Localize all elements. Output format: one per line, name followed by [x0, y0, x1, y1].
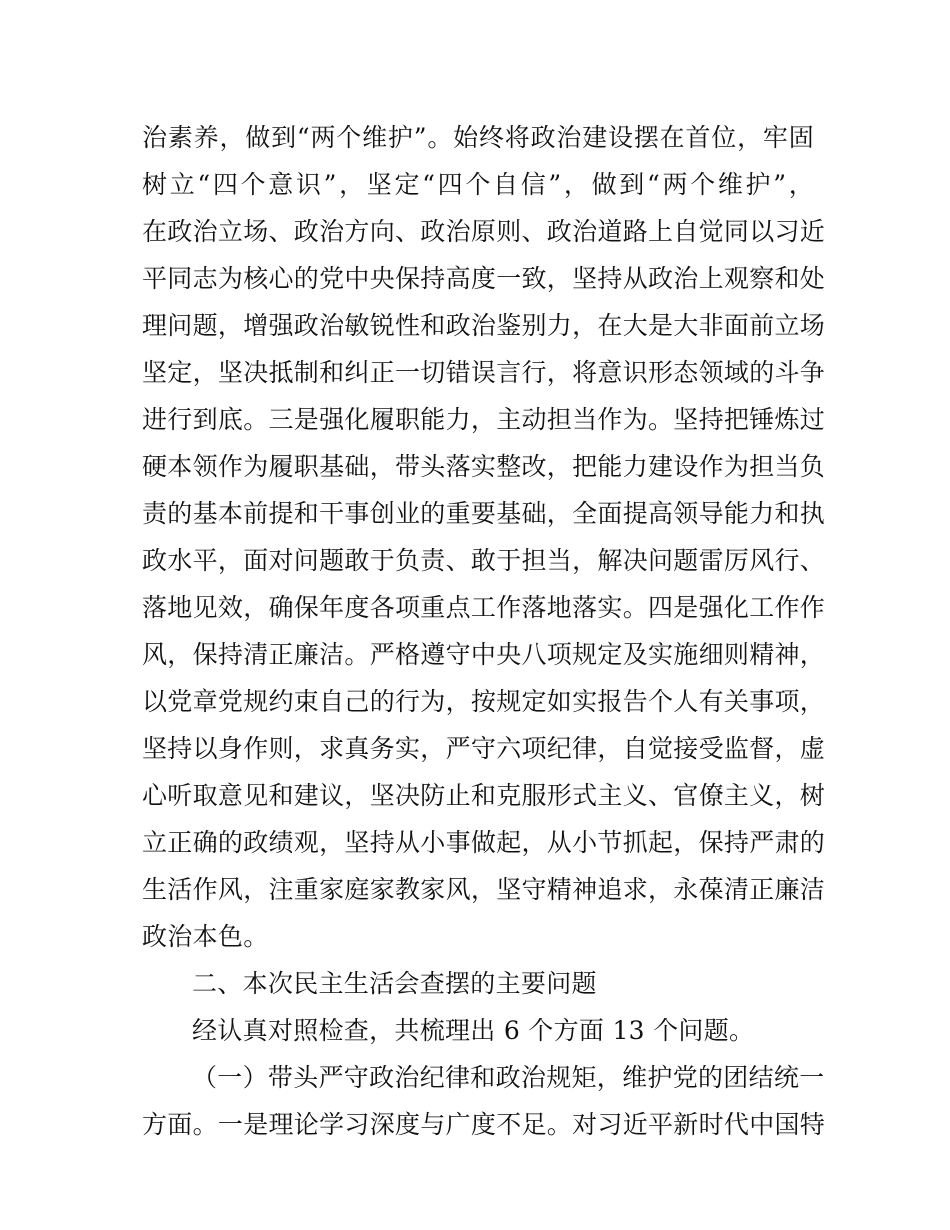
text-line: 坚定，坚决抵制和纠正一切错误言行，将意识形态领域的斗争: [142, 358, 826, 387]
summary-line: 经认真对照检查，共梳理出 6 个方面 13 个问题。: [192, 1016, 755, 1045]
text-line: 心听取意见和建议，坚决防止和克服形式主义、官僚主义，树: [142, 781, 826, 810]
text-line: 方面。一是理论学习深度与广度不足。对习近平新时代中国特: [142, 1110, 826, 1139]
section-heading: 二、本次民主生活会查摆的主要问题: [192, 969, 597, 998]
text-line: 政治本色。: [142, 922, 269, 951]
paragraph-1: [142, 114, 826, 960]
text-line: 立正确的政绩观，坚持从小事做起，从小节抓起，保持严肃的: [142, 828, 826, 857]
text-line: 进行到底。三是强化履职能力，主动担当作为。坚持把锤炼过: [142, 405, 826, 434]
text-line: 在政治立场、政治方向、政治原则、政治道路上自觉同以习近: [142, 217, 826, 246]
text-line: 平同志为核心的党中央保持高度一致，坚持从政治上观察和处: [142, 264, 826, 293]
text-line: 治素养，做到“两个维护”。始终将政治建设摆在首位，牢固: [142, 123, 814, 152]
text-line: 以党章党规约束自己的行为，按规定如实报告个人有关事项，: [142, 687, 826, 716]
text-line: 落地见效，确保年度各项重点工作落地落实。四是强化工作作: [142, 593, 826, 622]
text-line: 政水平，面对问题敢于负责、敢于担当，解决问题雷厉风行、: [142, 546, 826, 575]
text-line: 硬本领作为履职基础，带头落实整改，把能力建设作为担当负: [142, 452, 826, 481]
text-line: 树立“四个意识”，坚定“四个自信”，做到“两个维护”，: [142, 170, 814, 199]
text-line: 风，保持清正廉洁。严格遵守中央八项规定及实施细则精神，: [142, 640, 826, 669]
text-line: （一）带头严守政治纪律和政治规矩，维护党的团结统一: [192, 1063, 825, 1092]
paragraph-2: [142, 1054, 826, 1148]
text-line: 生活作风，注重家庭家教家风，坚守精神追求，永葆清正廉洁: [142, 875, 826, 904]
text-line: 责的基本前提和干事创业的重要基础，全面提高领导能力和执: [142, 499, 826, 528]
text-line: 坚持以身作则，求真务实，严守六项纪律，自觉接受监督，虚: [142, 734, 826, 763]
text-line: 理问题，增强政治敏锐性和政治鉴别力，在大是大非面前立场: [142, 311, 826, 340]
body-text: [142, 114, 826, 1148]
